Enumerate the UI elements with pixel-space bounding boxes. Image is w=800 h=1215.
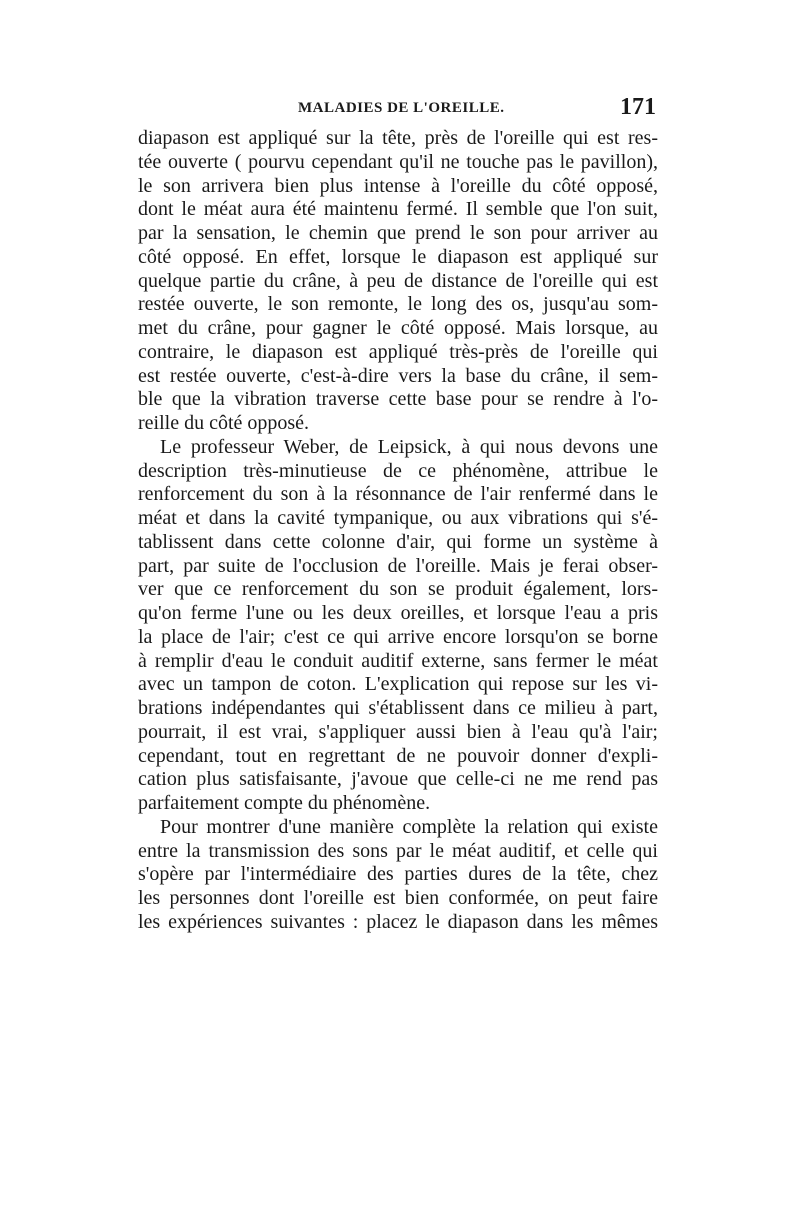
text-line: brations indépendantes qui s'établissent dans ce milieu à part, xyxy=(138,697,658,719)
text-line: dont le méat aura été maintenu fermé. Il semble que l'on suit, xyxy=(138,198,658,221)
text-line: les expériences suivantes : placez le diapason dans les mêmes xyxy=(138,910,658,933)
text-line: le son arrivera bien plus intense à l'oreille du côté opposé, xyxy=(138,174,658,197)
paragraph-end-line: parfaitement compte du phénomène. xyxy=(138,792,431,814)
text-line: cation plus satisfaisante, j'avoue que celle-ci ne me rend pas xyxy=(138,768,658,791)
text-line: les personnes dont l'oreille est bien conformée, on peut faire xyxy=(138,887,658,909)
text-line: est restée ouverte, c'est-à-dire vers la base du crâne, il sem- xyxy=(138,364,658,387)
text-line: avec un tampon de coton. L'explication qui repose sur les vi- xyxy=(138,673,658,696)
text-line: description très-minutieuse de ce phénomène, attribue le xyxy=(138,459,658,482)
paragraph-start-line: Pour montrer d'une manière complète la relation qui existe xyxy=(160,815,658,838)
text-line: tablissent dans cette colonne d'air, qui forme un système à xyxy=(138,530,658,553)
text-line: diapason est appliqué sur la tête, près de l'oreille qui est res- xyxy=(138,127,658,149)
text-line: cependant, tout en regrettant de ne pouvoir donner d'expli- xyxy=(138,744,658,767)
running-title: MALADIES DE L'OREILLE. xyxy=(298,100,505,116)
text-line: part, par suite de l'occlusion de l'oreille. Mais je ferai obser- xyxy=(138,554,658,577)
paragraph-end-line: reille du côté opposé. xyxy=(138,412,310,434)
text-line: tée ouverte ( pourvu cependant qu'il ne touche pas le pavillon), xyxy=(138,150,658,173)
text-line: ble que la vibration traverse cette base pour se rendre à l'o- xyxy=(138,388,658,411)
text-line: pourrait, il est vrai, s'appliquer aussi bien à l'eau qu'à l'air; xyxy=(138,720,658,743)
text-line: s'opère par l'intermédiaire des parties dures de la tête, chez xyxy=(138,863,658,886)
text-line: côté opposé. En effet, lorsque le diapason est appliqué sur xyxy=(138,245,658,268)
paragraph-start-line: Le professeur Weber, de Leipsick, à qui nous devons une xyxy=(160,435,658,458)
text-line: contraire, le diapason est appliqué très-près de l'oreille qui xyxy=(138,340,658,363)
text-line: restée ouverte, le son remonte, le long des os, jusqu'au som- xyxy=(138,293,658,316)
text-line: la place de l'air; c'est ce qui arrive encore lorsqu'on se borne xyxy=(138,625,658,648)
running-head xyxy=(138,94,658,124)
text-line: ver que ce renforcement du son se produit également, lors- xyxy=(138,578,658,601)
text-line: à remplir d'eau le conduit auditif externe, sans fermer le méat xyxy=(138,649,658,672)
body-text xyxy=(138,127,658,935)
text-line: renforcement du son à la résonnance de l'air renfermé dans le xyxy=(138,483,658,506)
text-line: qu'on ferme l'une ou les deux oreilles, et lorsque l'eau a pris xyxy=(138,602,658,624)
page-number: 171 xyxy=(620,94,656,120)
text-line: met du crâne, pour gagner le côté opposé. Mais lorsque, au xyxy=(138,317,658,339)
text-line: par la sensation, le chemin que prend le son pour arriver au xyxy=(138,222,658,244)
text-line: entre la transmission des sons par le méat auditif, et celle qui xyxy=(138,839,658,862)
text-line: méat et dans la cavité tympanique, ou aux vibrations qui s'é- xyxy=(138,507,658,529)
text-line: quelque partie du crâne, à peu de distance de l'oreille qui est xyxy=(138,269,658,292)
